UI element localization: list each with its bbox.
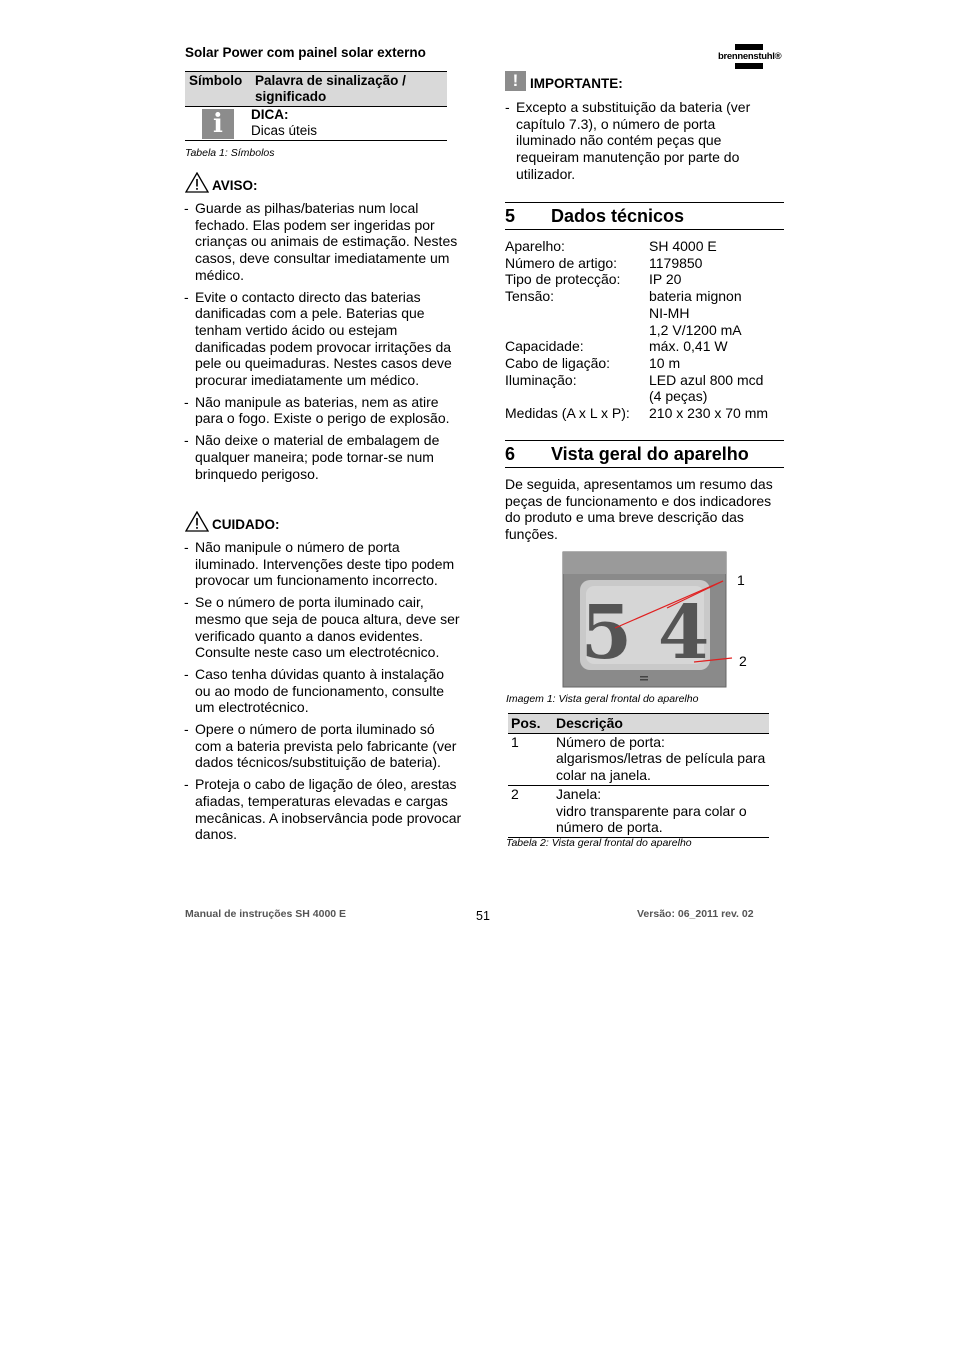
document-title: Solar Power com painel solar externo [185,45,426,60]
list-item: - Não manipule as baterias, nem as atire para o fogo. Existe o perigo de explosão. [184,393,450,427]
section-heading-6: 6 Vista geral do aparelho [505,440,784,468]
list-item: - Caso tenha dúvidas quanto à instalação ou ao modo de funcionamento, consulte um electrotécnico. [184,665,445,716]
spec-row: Capacidade: máx. 0,41 W [505,338,728,355]
list-item: - Evite o contacto directo das baterias danificadas com a pele. Baterias que tenham vertido ácido ou estejam danificadas podem provocar irritações da pele ou queimaduras. Nestes casos deve procurar imediatamente um médico. [184,288,452,389]
page-number: 51 [476,909,490,923]
overview-table [508,713,769,838]
info-icon: i [202,109,234,139]
list-item: - Não deixe o material de embalagem de qualquer maneira; pode tornar-se num brinquedo perigoso. [184,432,440,482]
symbols-table-header: Símbolo Palavra de sinalização / significado [185,71,447,107]
spec-row: Iluminação: LED azul 800 mcd (4 peças) [505,371,764,405]
warning-heading: AVISO: [185,172,258,193]
caution-list [184,539,462,848]
important-list [505,99,765,188]
spec-row: Número de artigo: 1179850 [505,254,703,271]
symbols-table [185,71,447,141]
section-heading-5: 5 Dados técnicos [505,202,784,230]
list-item: - Se o número de porta iluminado cair, mesmo que seja de pouca altura, deve ser verificado quanto a danos evidentes. Consulte neste caso um electrotécnico. [184,594,460,661]
list-item: - Guarde as pilhas/baterias num local fechado. Elas podem ser ingeridas por crianças ou animais de estimação. Nestes casos, deve consultar imediatamente um médico. [184,200,458,283]
list-item: - Não manipule o número de porta iluminado. Intervenções deste tipo podem provocar um funcionamento incorrecto. [184,539,455,589]
warning-list [184,200,462,487]
footer-version: Versão: 06_2011 rev. 02 [637,908,754,920]
overview-table-header: Pos. Descrição [508,713,769,734]
warning-triangle-icon [185,511,209,532]
device-front-figure [560,550,755,690]
list-item: - Opere o número de porta iluminado só com a bateria prevista pelo fabricante (ver dados técnicos/substituição de bateria). [184,721,457,771]
spec-row: Cabo de ligação: 10 m [505,354,681,371]
table-row: i DICA: Dicas úteis [185,107,447,141]
important-heading: ! IMPORTANTE: [505,71,623,91]
table-caption: Tabela 1: Símbolos [185,147,275,159]
warning-triangle-icon [185,172,209,193]
spec-row: Aparelho: SH 4000 E [505,238,717,254]
table-row: 2 Janela: vidro transparente para colar o número de porta. [508,786,769,838]
figure-caption: Imagem 1: Vista geral frontal do aparelho [506,693,699,705]
callout-2: 2 [739,653,747,669]
callout-1: 1 [737,572,745,588]
technical-data [505,238,785,422]
footer-manual-title: Manual de instruções SH 4000 E [185,908,347,920]
spec-row: Tensão: bateria mignon NI-MH 1,2 V/1200 mA [505,288,742,338]
spec-row: Tipo de protecção: IP 20 [505,271,682,288]
section-intro: De seguida, apresentamos um resumo das peças de funcionamento e dos indicadores do produto e uma breve descrição das funções. [505,476,773,543]
caution-heading: CUIDADO: [185,511,280,532]
door-number-digits: 5 4 [580,590,710,676]
table-row: 1 Número de porta: algarismos/letras de película para colar na janela. [508,734,769,786]
exclamation-icon: ! [505,71,526,91]
table-caption: Tabela 2: Vista geral frontal do aparelho [506,837,692,849]
list-item: - Proteja o cabo de ligação de óleo, arestas afiadas, temperaturas elevadas e cargas mecânicas. A inobservância pode provocar danos. [184,776,462,843]
list-item: - Excepto a substituição da bateria (ver capítulo 7.3), o número de porta iluminado não contém peças que requeiram manutenção por parte do utilizador. [505,99,751,182]
brand-logo: brennenstuhl® [718,44,782,69]
spec-row: Medidas (A x L x P): 210 x 230 x 70 mm [505,405,769,422]
